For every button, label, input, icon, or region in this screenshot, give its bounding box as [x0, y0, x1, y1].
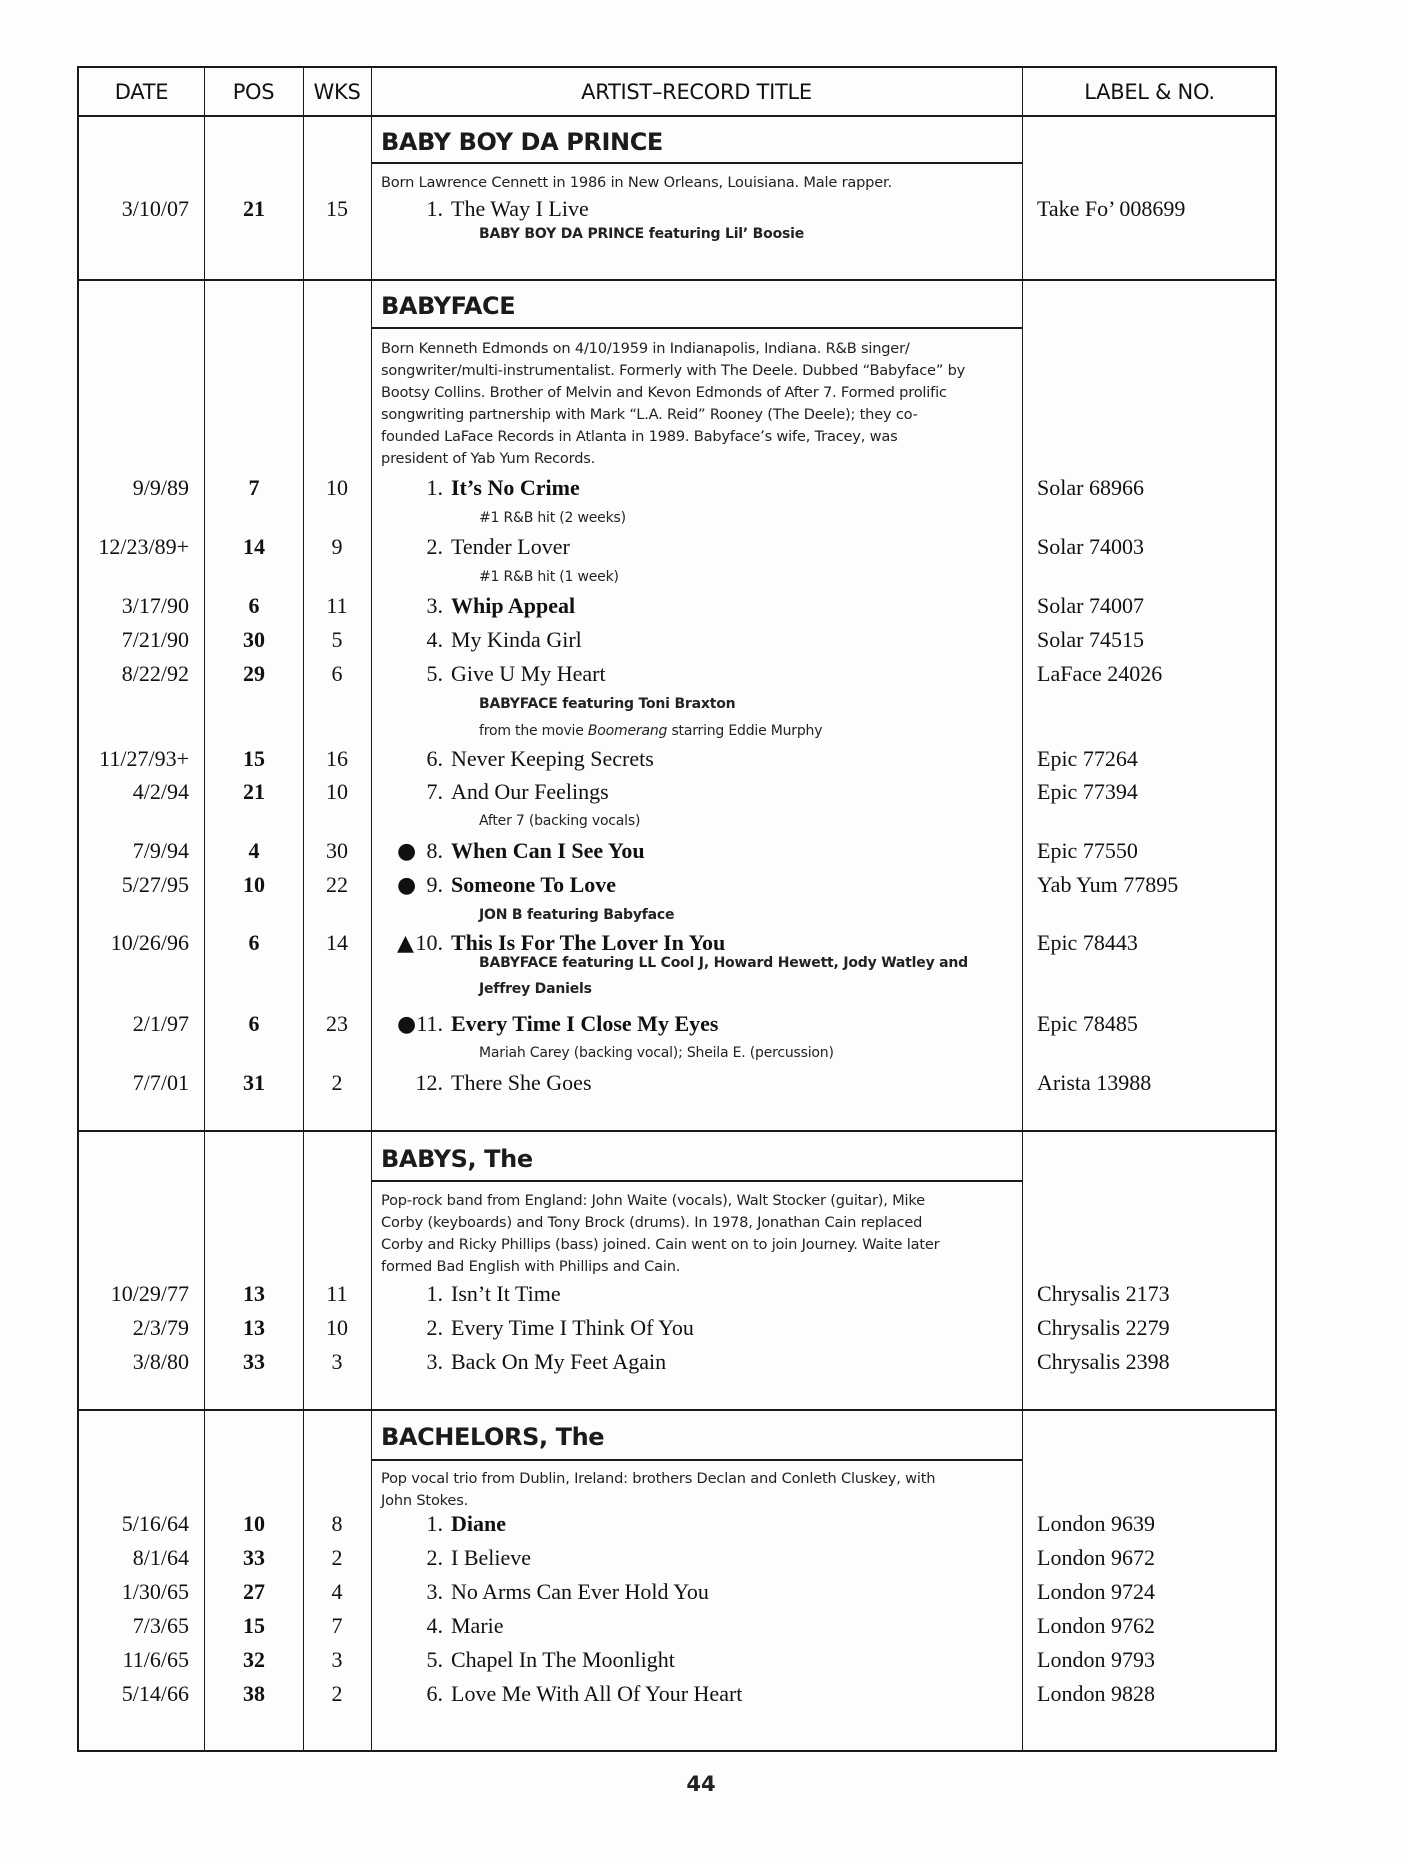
chart-date: 2/3/79	[132, 1315, 189, 1340]
weeks-charted: 2	[331, 1545, 343, 1570]
record-title: My Kinda Girl	[451, 627, 582, 652]
column-divider	[371, 68, 372, 1750]
label-and-number: Solar 74515	[1037, 627, 1144, 652]
label-and-number: London 9724	[1037, 1579, 1155, 1604]
record-title: Chapel In The Moonlight	[451, 1647, 675, 1672]
record-note: Jeffrey Daniels	[479, 981, 592, 997]
record-note: BABYFACE featuring Toni Braxton	[479, 696, 736, 712]
movie-title: Boomerang	[587, 723, 668, 739]
record-number: 3.	[426, 593, 443, 618]
chart-date: 8/22/92	[121, 661, 189, 686]
page-number: 44	[686, 1772, 716, 1796]
label-and-number: Solar 68966	[1037, 475, 1144, 500]
record-title: There She Goes	[451, 1070, 592, 1095]
record-title-row	[397, 1011, 718, 1037]
bio-line: president of Yab Yum Records.	[381, 450, 596, 467]
platinum-triangle-icon: ▲	[397, 931, 414, 956]
record-title: Someone To Love	[451, 872, 617, 897]
bio-line: Corby and Ricky Phillips (bass) joined. Cain went on to join Journey. Waite later	[381, 1236, 940, 1253]
record-title: Every Time I Think Of You	[451, 1315, 694, 1340]
artist-block-divider	[79, 1130, 1275, 1132]
record-title-row	[409, 1579, 709, 1605]
record-number: 10.	[415, 930, 443, 955]
record-title-row	[409, 779, 609, 805]
bio-line: formed Bad English with Phillips and Cain.	[381, 1258, 681, 1275]
record-number: 4.	[426, 1613, 443, 1638]
artist-name-rule	[371, 1459, 1022, 1461]
chart-date: 11/27/93+	[99, 746, 189, 771]
weeks-charted: 6	[331, 661, 343, 686]
peak-position: 33	[243, 1349, 265, 1374]
peak-position: 7	[248, 475, 260, 500]
record-number: 5.	[426, 1647, 443, 1672]
weeks-charted: 23	[326, 1011, 348, 1036]
record-title: Back On My Feet Again	[451, 1349, 667, 1374]
record-title-row	[409, 593, 575, 619]
chart-date: 10/29/77	[110, 1281, 189, 1306]
weeks-charted: 7	[331, 1613, 343, 1638]
header-artist-record-title: ARTIST–RECORD TITLE	[581, 80, 812, 104]
bio-line: Born Kenneth Edmonds on 4/10/1959 in Indianapolis, Indiana. R&B singer/	[381, 340, 910, 357]
record-number: 6.	[426, 746, 443, 771]
chart-date: 1/30/65	[121, 1579, 189, 1604]
record-number: 2.	[426, 534, 443, 559]
record-number: 1.	[426, 1511, 443, 1536]
record-title-row	[409, 1681, 742, 1707]
record-title-row	[409, 872, 616, 898]
weeks-charted: 22	[326, 872, 348, 897]
artist-bio	[381, 1190, 1011, 1278]
label-and-number: LaFace 24026	[1037, 661, 1163, 686]
weeks-charted: 4	[331, 1579, 343, 1604]
chart-listing-table	[77, 66, 1277, 1752]
weeks-charted: 11	[326, 1281, 348, 1306]
chart-date: 10/26/96	[110, 930, 189, 955]
record-number: 11.	[416, 1011, 443, 1036]
chart-date: 5/14/66	[121, 1681, 189, 1706]
label-and-number: Take Fo’ 008699	[1037, 196, 1186, 221]
record-note: BABYFACE featuring LL Cool J, Howard Hewett, Jody Watley and	[479, 955, 969, 971]
record-title: I Believe	[451, 1545, 532, 1570]
label-and-number: Arista 13988	[1037, 1070, 1152, 1095]
peak-position: 6	[248, 593, 260, 618]
record-number: 2.	[426, 1315, 443, 1340]
record-number: 3.	[426, 1349, 443, 1374]
record-number: 6.	[426, 1681, 443, 1706]
record-number: 4.	[426, 627, 443, 652]
chart-date: 4/2/94	[132, 779, 189, 804]
record-number: 5.	[426, 661, 443, 686]
weeks-charted: 15	[326, 196, 348, 221]
record-number: 1.	[426, 1281, 443, 1306]
artist-name: BABYFACE	[381, 292, 516, 320]
weeks-charted: 11	[326, 593, 348, 618]
record-title: Give U My Heart	[451, 661, 606, 686]
record-title: When Can I See You	[451, 838, 645, 863]
peak-position: 31	[243, 1070, 265, 1095]
weeks-charted: 5	[331, 627, 343, 652]
record-note: from the movie Boomerang starring Eddie Murphy	[479, 723, 823, 739]
gold-record-dot-icon: ●	[397, 1012, 417, 1037]
chart-date: 7/21/90	[121, 627, 189, 652]
peak-position: 4	[248, 838, 260, 863]
weeks-charted: 2	[331, 1681, 343, 1706]
bio-line: Pop vocal trio from Dublin, Ireland: brothers Declan and Conleth Cluskey, with	[381, 1470, 936, 1487]
record-title-row	[409, 1613, 504, 1639]
weeks-charted: 8	[331, 1511, 343, 1536]
weeks-charted: 10	[326, 779, 348, 804]
label-and-number: Chrysalis 2279	[1037, 1315, 1170, 1340]
chart-date: 5/27/95	[121, 872, 189, 897]
record-title: It’s No Crime	[451, 475, 580, 500]
weeks-charted: 3	[331, 1647, 343, 1672]
artist-name: BACHELORS, The	[381, 1423, 605, 1451]
artist-block-divider	[79, 1409, 1275, 1411]
chart-date: 11/6/65	[122, 1647, 189, 1672]
peak-position: 14	[243, 534, 265, 559]
chart-date: 3/17/90	[121, 593, 189, 618]
chart-date: 7/7/01	[132, 1070, 189, 1095]
record-title: Never Keeping Secrets	[451, 746, 654, 771]
record-number: 12.	[415, 1070, 443, 1095]
header-wks: WKS	[313, 80, 361, 104]
record-title: Tender Lover	[451, 534, 570, 559]
label-and-number: Epic 77394	[1037, 779, 1138, 804]
chart-date: 8/1/64	[132, 1545, 189, 1570]
label-and-number: Epic 78485	[1037, 1011, 1138, 1036]
weeks-charted: 10	[326, 1315, 348, 1340]
chart-date: 3/8/80	[132, 1349, 189, 1374]
record-number: 1.	[426, 475, 443, 500]
label-and-number: London 9762	[1037, 1613, 1155, 1638]
label-and-number: London 9639	[1037, 1511, 1155, 1536]
bio-line: Corby (keyboards) and Tony Brock (drums). In 1978, Jonathan Cain replaced	[381, 1214, 923, 1231]
chart-date: 7/3/65	[132, 1613, 189, 1638]
record-title: No Arms Can Ever Hold You	[451, 1579, 709, 1604]
peak-position: 38	[243, 1681, 265, 1706]
record-title-row	[409, 1647, 675, 1673]
peak-position: 32	[243, 1647, 265, 1672]
record-title: Diane	[451, 1511, 506, 1536]
record-title-row	[409, 196, 589, 222]
column-divider	[1022, 68, 1023, 1750]
artist-bio	[381, 1468, 1011, 1512]
artist-bio	[381, 338, 1011, 470]
gold-record-dot-icon: ●	[397, 873, 417, 898]
weeks-charted: 10	[326, 475, 348, 500]
peak-position: 29	[243, 661, 265, 686]
label-and-number: Solar 74007	[1037, 593, 1144, 618]
peak-position: 30	[243, 627, 265, 652]
chart-date: 7/9/94	[132, 838, 189, 863]
label-and-number: Epic 78443	[1037, 930, 1138, 955]
record-title-row	[397, 1070, 592, 1096]
chart-date: 9/9/89	[132, 475, 189, 500]
record-title: Isn’t It Time	[451, 1281, 561, 1306]
artist-name: BABYS, The	[381, 1145, 533, 1173]
record-title-row	[409, 475, 580, 501]
label-and-number: London 9793	[1037, 1647, 1155, 1672]
chart-date: 5/16/64	[121, 1511, 189, 1536]
label-and-number: Epic 77550	[1037, 838, 1138, 863]
gold-record-dot-icon: ●	[397, 839, 417, 864]
label-and-number: London 9828	[1037, 1681, 1155, 1706]
weeks-charted: 16	[326, 746, 348, 771]
chart-date: 2/1/97	[132, 1011, 189, 1036]
peak-position: 33	[243, 1545, 265, 1570]
header-divider	[79, 115, 1275, 117]
record-title-row	[397, 930, 725, 956]
record-note: #1 R&B hit (1 week)	[479, 569, 619, 585]
chart-date: 3/10/07	[121, 196, 189, 221]
record-title-row	[409, 746, 654, 772]
record-note: BABY BOY DA PRINCE featuring Lil’ Boosie	[479, 226, 805, 242]
record-title-row	[409, 534, 570, 560]
bio-line: Bootsy Collins. Brother of Melvin and Kevon Edmonds of After 7. Formed prolific	[381, 384, 947, 401]
record-title: Marie	[451, 1613, 504, 1638]
label-and-number: London 9672	[1037, 1545, 1155, 1570]
label-and-number: Chrysalis 2398	[1037, 1349, 1170, 1374]
artist-name: BABY BOY DA PRINCE	[381, 128, 663, 156]
artist-bio	[381, 172, 1011, 194]
weeks-charted: 9	[331, 534, 343, 559]
record-note: JON B featuring Babyface	[479, 907, 675, 923]
bio-line: founded LaFace Records in Atlanta in 1989. Babyface’s wife, Tracey, was	[381, 428, 898, 445]
bio-line: Pop-rock band from England: John Waite (vocals), Walt Stocker (guitar), Mike	[381, 1192, 925, 1209]
peak-position: 6	[248, 1011, 260, 1036]
bio-line: songwriter/multi-instrumentalist. Formerly with The Deele. Dubbed “Babyface” by	[381, 362, 966, 379]
record-note: After 7 (backing vocals)	[479, 813, 641, 829]
record-title-row	[409, 661, 606, 687]
label-and-number: Epic 77264	[1037, 746, 1138, 771]
record-number: 3.	[426, 1579, 443, 1604]
column-divider	[303, 68, 304, 1750]
peak-position: 15	[243, 1613, 265, 1638]
record-number: 7.	[426, 779, 443, 804]
peak-position: 6	[248, 930, 260, 955]
bio-line: John Stokes.	[381, 1492, 469, 1509]
header-date: DATE	[114, 80, 169, 104]
record-note: Mariah Carey (backing vocal); Sheila E. (percussion)	[479, 1045, 834, 1061]
peak-position: 10	[243, 872, 265, 897]
weeks-charted: 14	[326, 930, 348, 955]
record-title: Love Me With All Of Your Heart	[451, 1681, 743, 1706]
record-title-row	[409, 1315, 694, 1341]
record-title-row	[409, 1511, 506, 1537]
record-title: Whip Appeal	[451, 593, 576, 618]
peak-position: 27	[243, 1579, 265, 1604]
label-and-number: Yab Yum 77895	[1037, 872, 1179, 897]
record-title: The Way I Live	[451, 196, 589, 221]
record-number: 1.	[426, 196, 443, 221]
label-and-number: Solar 74003	[1037, 534, 1144, 559]
chart-date: 12/23/89+	[98, 534, 189, 559]
record-title-row	[409, 1545, 531, 1571]
record-title: Every Time I Close My Eyes	[451, 1011, 719, 1036]
peak-position: 13	[243, 1315, 265, 1340]
weeks-charted: 30	[326, 838, 348, 863]
record-number: 9.	[426, 872, 443, 897]
record-title-row	[409, 627, 582, 653]
header-pos: POS	[232, 80, 275, 104]
record-title: And Our Feelings	[451, 779, 609, 804]
peak-position: 21	[243, 779, 265, 804]
weeks-charted: 3	[331, 1349, 343, 1374]
column-divider	[204, 68, 205, 1750]
record-title: This Is For The Lover In You	[451, 930, 726, 955]
artist-name-rule	[371, 1180, 1022, 1182]
peak-position: 10	[243, 1511, 265, 1536]
bio-line: songwriting partnership with Mark “L.A. Reid” Rooney (The Deele); they co-	[381, 406, 918, 423]
record-title-row	[409, 838, 645, 864]
peak-position: 13	[243, 1281, 265, 1306]
record-number: 2.	[426, 1545, 443, 1570]
record-title-row	[409, 1349, 666, 1375]
record-note: #1 R&B hit (2 weeks)	[479, 510, 626, 526]
record-title-row	[409, 1281, 561, 1307]
bio-line: Born Lawrence Cennett in 1986 in New Orleans, Louisiana. Male rapper.	[381, 174, 892, 191]
artist-name-rule	[371, 162, 1022, 164]
record-number: 8.	[426, 838, 443, 863]
label-and-number: Chrysalis 2173	[1037, 1281, 1170, 1306]
artist-name-rule	[371, 327, 1022, 329]
header-label-no: LABEL & NO.	[1084, 80, 1215, 104]
peak-position: 21	[243, 196, 265, 221]
peak-position: 15	[243, 746, 265, 771]
artist-block-divider	[79, 279, 1275, 281]
weeks-charted: 2	[331, 1070, 343, 1095]
